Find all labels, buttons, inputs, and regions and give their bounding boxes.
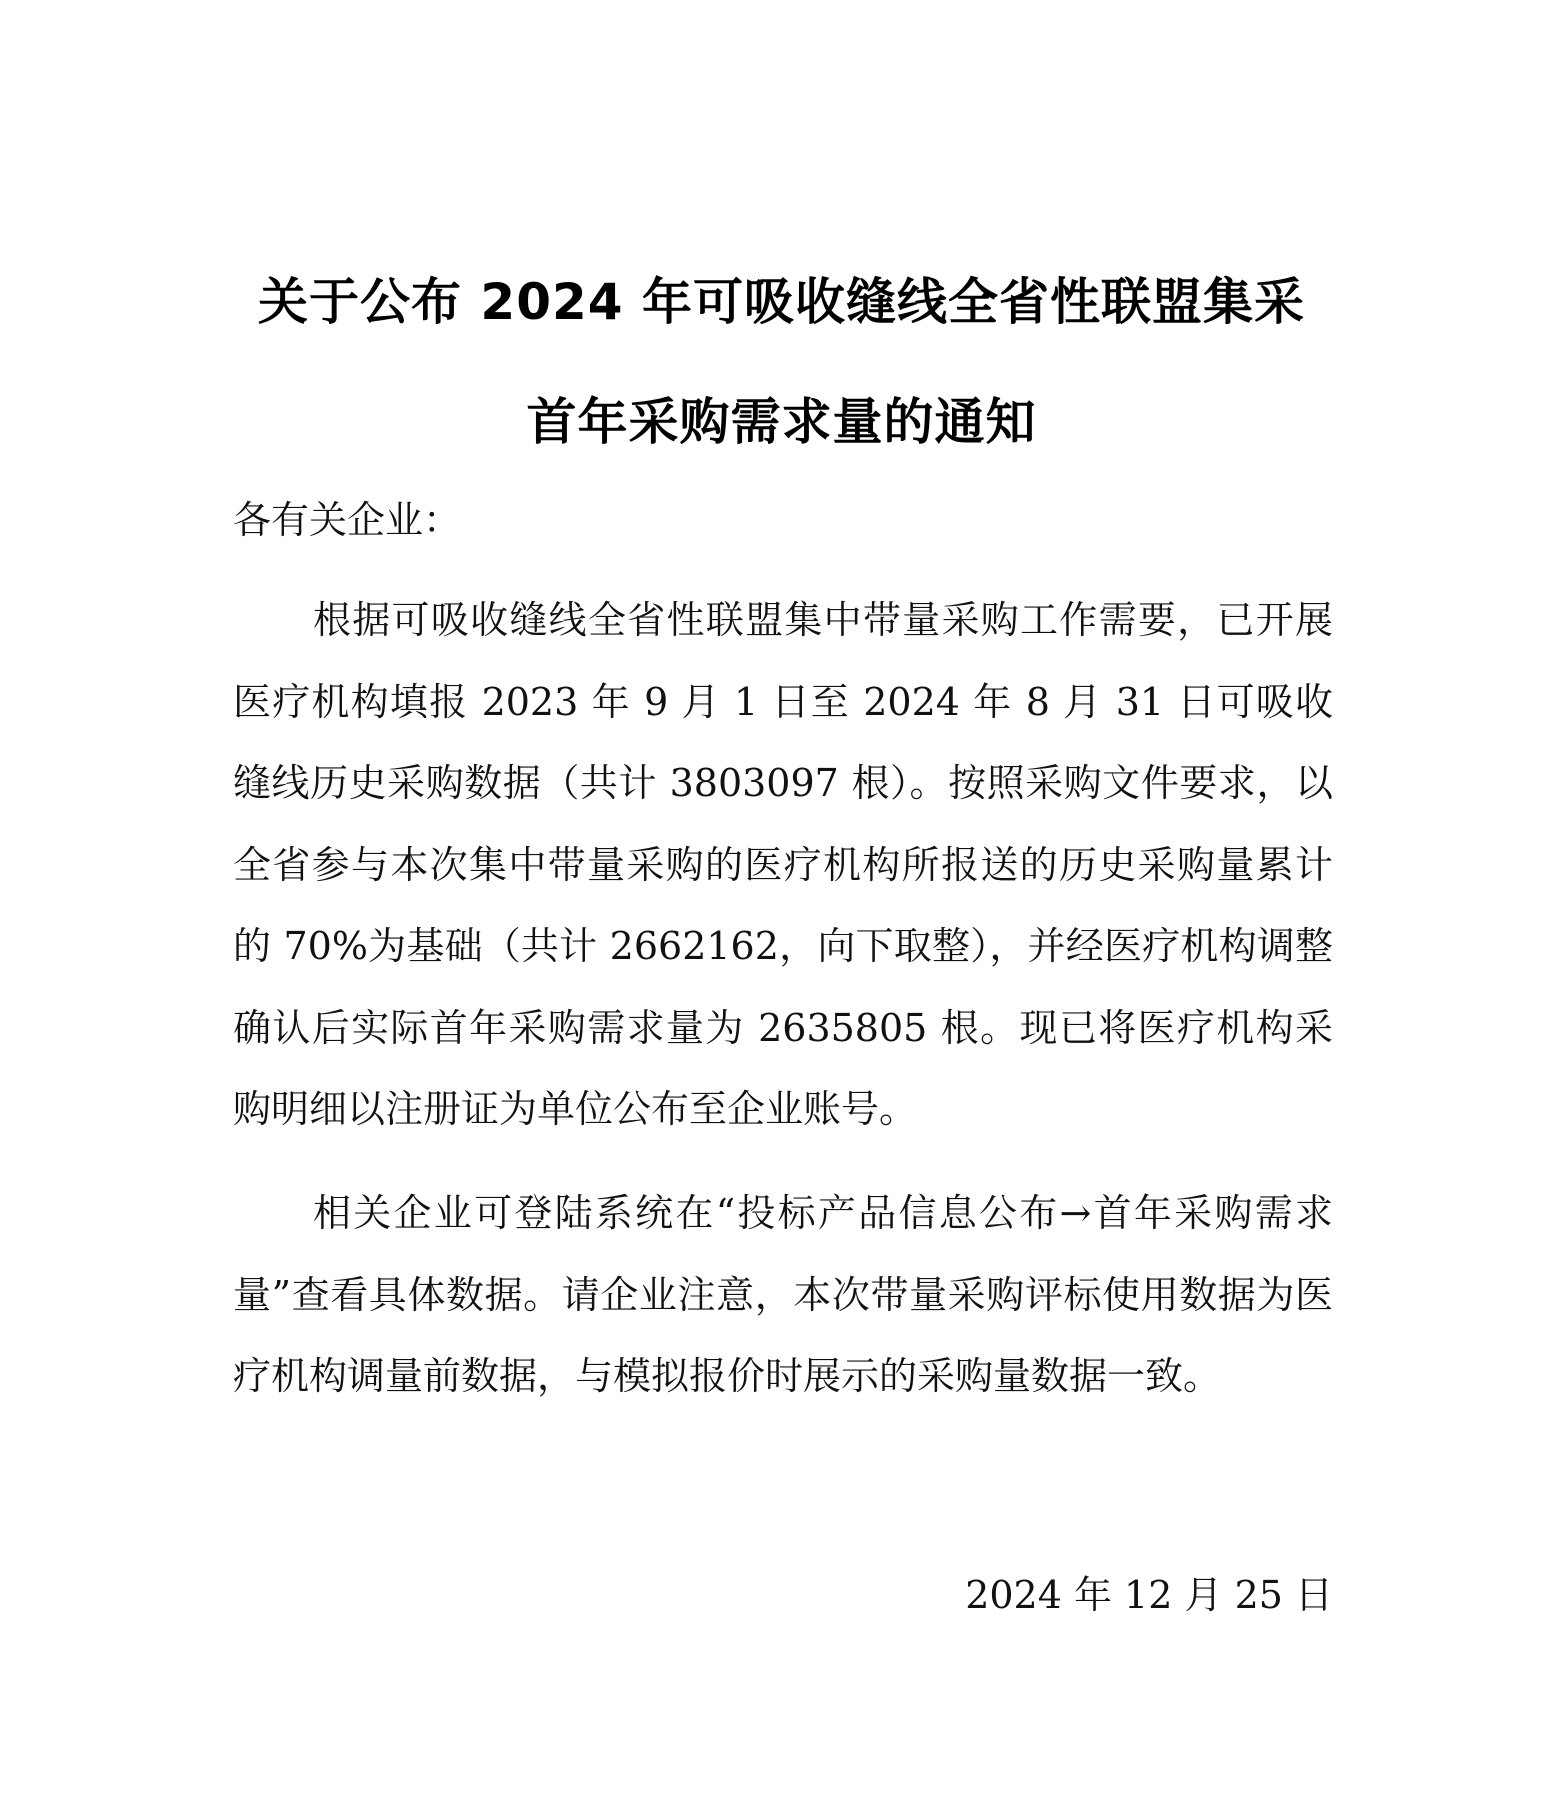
paragraph-2: 相关企业可登陆系统在“投标产品信息公布→首年采购需求量”查看具体数据。请企业注意，本次带量采购评标使用数据为医疗机构调量前数据，与模拟报价时展示的采购量数据一致。	[233, 1191, 1333, 1398]
document-title-line-2: 首年采购需求量的通知	[526, 393, 1037, 451]
paragraph-1: 根据可吸收缝线全省性联盟集中带量采购工作需要，已开展医疗机构填报 2023 年 9 月 1 日至 2024 年 8 月 31 日可吸收缝线历史采购数据（共计 3803097 根）。按照采购文件要求，以全省参与本次集中带量采购的医疗机构所报送的历史采购量累计的 70%为基础（共计 2662162，向下取整），并经医疗机构调整确认后实际首年采购需求量为 2635805 根。现已将医疗机构采购明细以注册证为单位公布至企业账号。	[233, 598, 1333, 1131]
salutation: 各有关企业：	[233, 498, 462, 542]
document-title-line-1: 关于公布 2024 年可吸收缝线全省性联盟集采	[258, 273, 1305, 331]
document-date: 2024 年 12 月 25 日	[965, 1573, 1333, 1617]
